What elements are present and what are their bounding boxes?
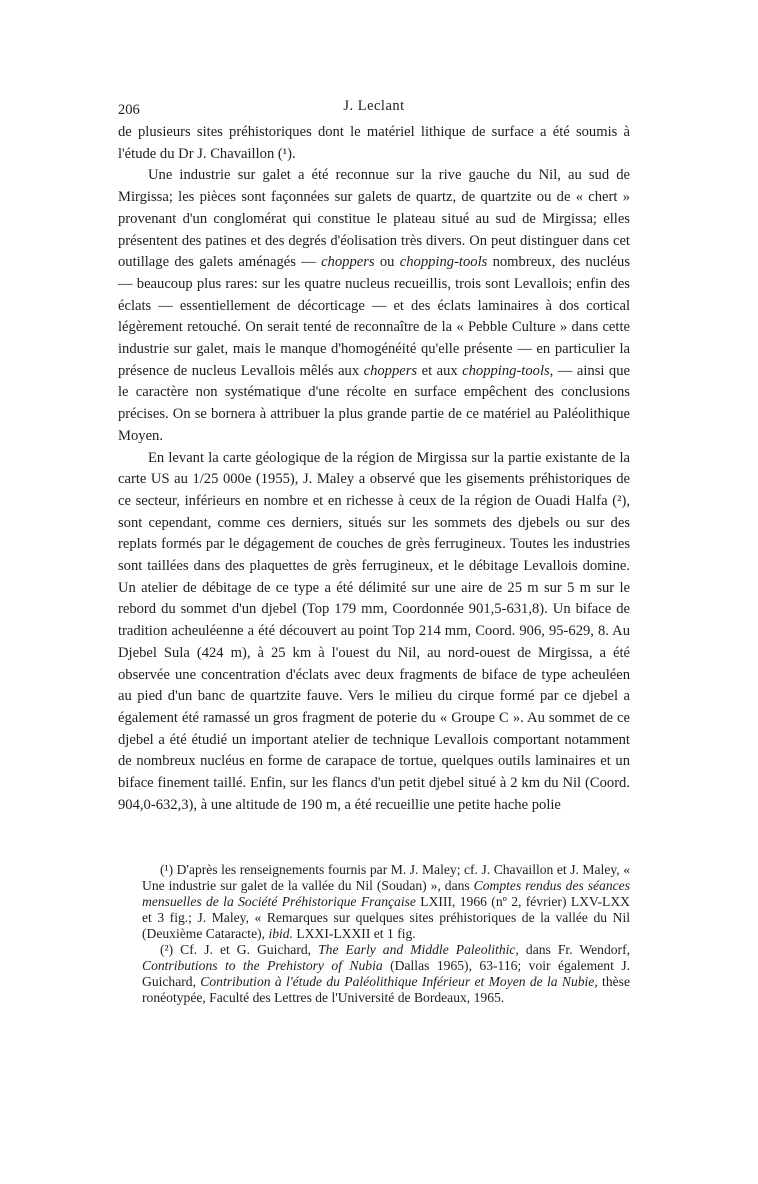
- footnote-2-text-g: thèse ronéotypée, Faculté des Lettres de l'Université de Bordeaux, 1965.: [142, 974, 630, 1006]
- footnote-1-italic-title: Comptes rendus des séances mensuelles de la Société Préhistorique Française: [142, 877, 630, 909]
- paragraph-2-text-a: Une industrie sur galet a été reconnue sur la rive gauche du Nil, au sud de Mirgissa; les pièces sont façonnées sur galets de quartz, de quartzite ou de « chert » provenant d'un conglomérat qui constitue le plateau situé au sud de Mirgissa; elles présentent des patines et des degrés d'éolisation très divers. On peut distinguer dans cet outillage des galets aménagés —: [118, 167, 630, 271]
- footnote-1-text-a: (¹) D'après les renseignements fournis par M. J. Maley; cf. J. Chavaillon et J. Maley, « Une industrie sur galet de la vallée du Nil (Soudan) », dans: [142, 861, 630, 893]
- footnote-2-text-c: dans Fr. Wendorf,: [518, 941, 631, 957]
- book-page: [118, 100, 630, 1006]
- paragraph-2-italic-choppers: choppers: [321, 254, 375, 271]
- footnote-2: [142, 942, 630, 1006]
- paragraph-2-text-e: nombreux, des nucléus — beaucoup plus rares: sur les quatre nucleus recueillis, trois sont Levallois; enfin des éclats — essentiellement de décorticage — et des éclats laminaires à dos cortical légèrement retouché. On serait tenté de reconnaître de la « Pebble Culture » dans cette industrie sur galet, mais le manque d'homogénéité qu'elle présente — en particulier la présence de nucleus Levallois mêlés aux: [118, 254, 630, 379]
- paragraph-2-text-c: ou: [374, 254, 400, 271]
- footnote-2-text-a: (²) Cf. J. et G. Guichard,: [160, 941, 319, 957]
- running-head: J. Leclant: [343, 98, 405, 114]
- page-header: [118, 100, 630, 122]
- body-text: [118, 122, 630, 817]
- footnote-2-italic-title-3: Contribution à l'étude du Paléolithique Inférieur et Moyen de la Nubie,: [200, 974, 598, 990]
- footnote-1: [142, 862, 630, 942]
- paragraph-1: de plusieurs sites préhistoriques dont le matériel lithique de surface a été soumis à l'étude du Dr J. Chavaillon (¹).: [118, 124, 630, 162]
- footnote-2-italic-title-1: The Early and Middle Paleolithic,: [318, 941, 519, 957]
- paragraph-2: [118, 165, 630, 447]
- paragraph-2-italic-choppers-2: choppers: [363, 362, 418, 379]
- paragraph-2-italic-chopping-tools: chopping-tools: [399, 254, 488, 271]
- footnotes: [118, 862, 630, 1007]
- paragraph-2-text-g: et aux: [417, 362, 463, 379]
- paragraph-3: En levant la carte géologique de la région de Mirgissa sur la partie existante de la carte US au 1/25 000e (1955), J. Maley a observé que les gisements préhistoriques de ce secteur, inférieurs en nombre et en richesse à ceux de la région de Ouadi Halfa (²), sont cependant, comme ces derniers, situés sur les sommets des djebels ou sur des replats formés par le dégagement de couches de grès ferrugineux. Toutes les industries sont taillées dans des plaquettes de grès ferrugineux, et le débitage Levallois domine. Un atelier de débitage de ce type a été délimité sur une aire de 25 m sur 5 m sur le rebord du sommet d'un djebel (Top 179 mm, Coordonnée 901,5-631,8). Un biface de tradition acheuléenne a été découvert au point Top 214 mm, Coord. 906, 95-629, 8. Au Djebel Sula (424 m), à 25 km à l'ouest du Nil, au nord-ouest de Mirgissa, a été observée une concentration d'éclats avec deux fragments de biface de type acheuléen au pied d'un banc de quartzite fauve. Vers le milieu du cirque formé par ce djebel a également été ramassé un gros fragment de poterie du « Groupe C ». Au sommet de ce djebel a été étudié un important atelier de technique Levallois comportant notamment de nombreux nucléus en forme de carapace de tortue, quelques outils laminaires et un biface finement taillé. Enfin, sur les flancs d'un petit djebel situé à 2 km du Nil (Coord. 904,0-632,3), à une altitude de 190 m, a été recueillie une petite hache polie: [118, 449, 630, 813]
- footnote-2-text-e: (Dallas 1965), 63-116; voir également J. Guichard,: [142, 958, 631, 990]
- footnote-2-italic-title-2: Contributions to the Prehistory of Nubia: [142, 958, 383, 974]
- paragraph-2-text-i: — ainsi que le caractère non systématique d'une récolte en surface empêchent des conclusions précises. On se bornera à attribuer la plus grande partie de ce matériel au Paléolithique Moyen.: [118, 362, 630, 444]
- footnote-1-text-c: LXIII, 1966 (nº 2, février) LXV-LXX et 3 fig.; J. Maley, « Remarques sur quelques sites préhistoriques de la vallée du Nil (Deuxième Cataracte),: [142, 893, 630, 941]
- page-number: 206: [118, 102, 140, 118]
- footnote-1-text-e: LXXI-LXXII et 1 fig.: [292, 925, 416, 941]
- paragraph-2-italic-chopping-tools-2: chopping-tools,: [462, 362, 554, 379]
- footnote-1-italic-ibid: ibid.: [268, 925, 293, 941]
